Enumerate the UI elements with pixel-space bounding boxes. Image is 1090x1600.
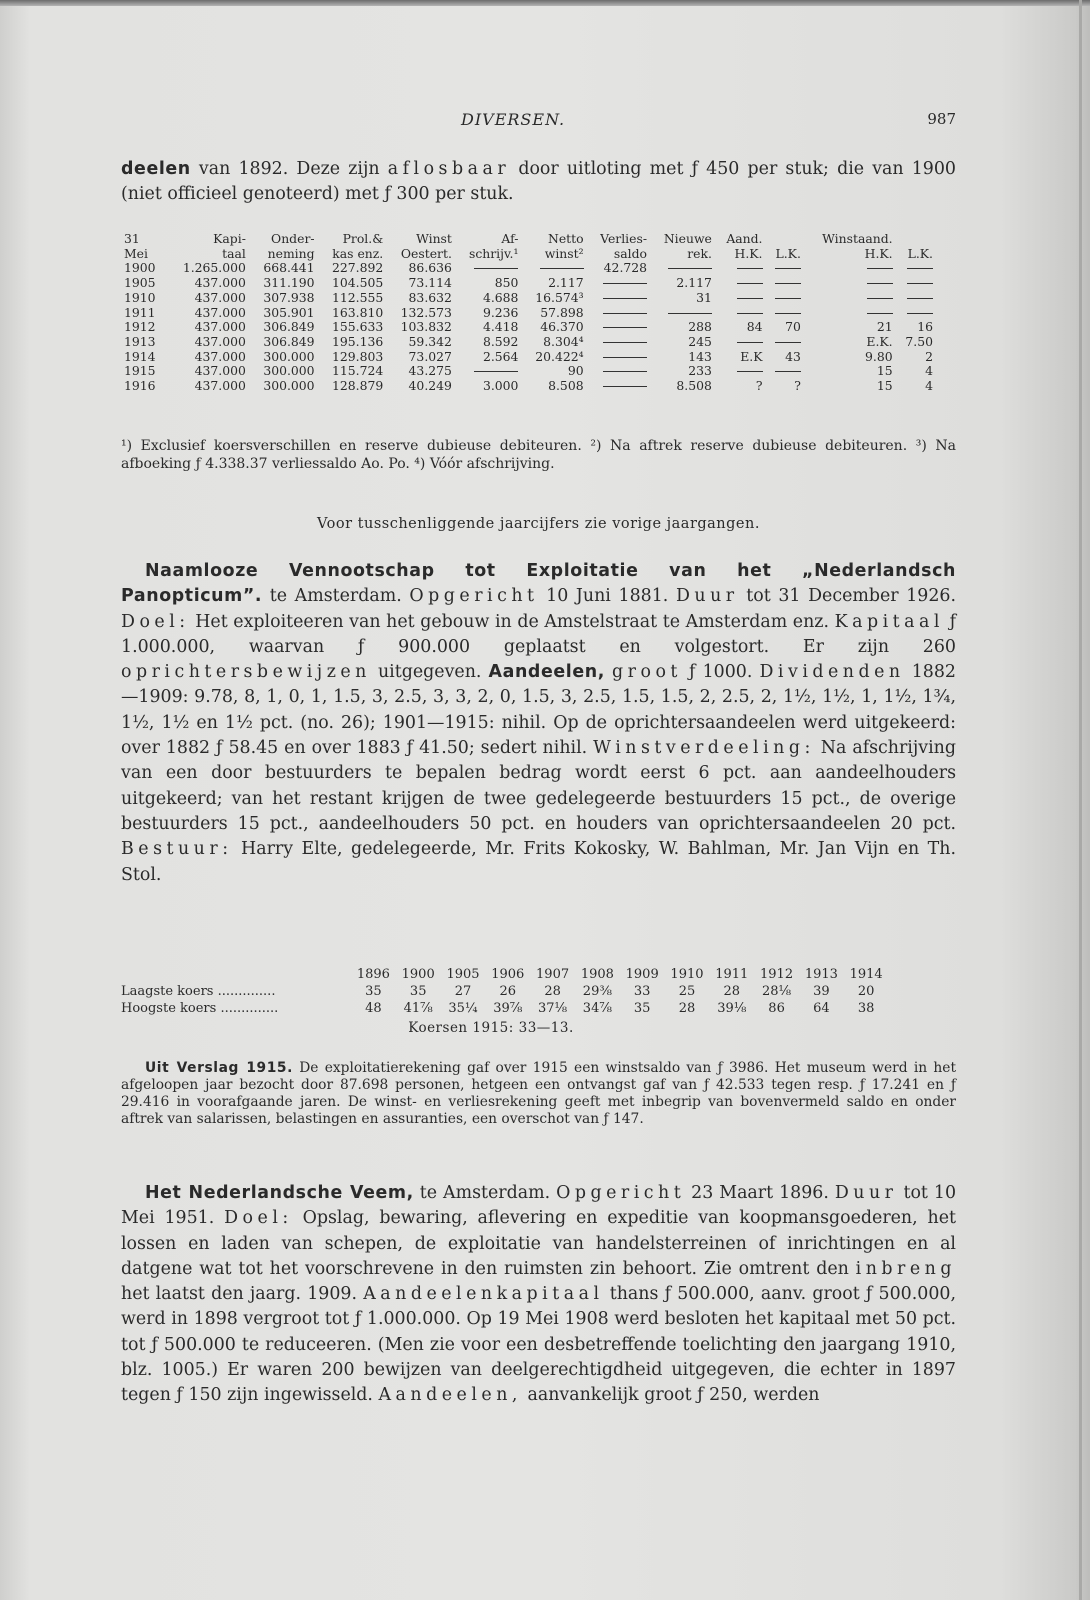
- dash-rule: [867, 268, 893, 269]
- dash-rule: [603, 327, 647, 328]
- table-cell: [587, 320, 650, 335]
- table-cell: 437.000: [194, 275, 246, 291]
- table-cell: 307.938: [263, 289, 315, 305]
- dash-rule: [737, 268, 763, 269]
- text-run: inbreng: [855, 1258, 956, 1279]
- dash-rule: [867, 298, 893, 299]
- text-run: Opgericht: [409, 586, 539, 607]
- dash-rule: [737, 371, 763, 372]
- table-cell: 1905: [446, 967, 480, 982]
- table-cell: 1915: [124, 363, 156, 379]
- table-cell: 437.000: [194, 348, 246, 364]
- table-header-row: [121, 232, 936, 247]
- text-run: Doel:: [224, 1208, 293, 1229]
- table-cell: [766, 335, 804, 350]
- table-cell: 39⅛: [717, 1001, 747, 1016]
- table-cell: ?: [794, 378, 801, 394]
- dash-rule: [867, 313, 893, 314]
- table-cell: 39⅞: [493, 1001, 523, 1016]
- table-cell: 86.636: [408, 260, 452, 276]
- table-cell: 29⅜: [582, 984, 612, 999]
- table-cell: 28: [678, 1001, 696, 1016]
- table-cell: [804, 291, 896, 306]
- table-cell: 245: [688, 333, 712, 349]
- table-cell: [455, 364, 522, 379]
- table-cell: [715, 364, 766, 379]
- table-cell: Af-: [501, 231, 519, 246]
- koers-low-row: [121, 983, 889, 1000]
- table-cell: 37⅛: [538, 1001, 568, 1016]
- text-run: Het exploiteeren van het gebouw in de Amstelstraat te Amsterdam enz.: [189, 611, 835, 632]
- table-cell: 300.000: [263, 348, 315, 364]
- table-cell: 1896: [356, 967, 390, 982]
- text-run: 23 Maart 1896.: [685, 1183, 835, 1203]
- table-cell: [521, 261, 586, 276]
- table-cell: 28: [723, 984, 741, 999]
- text-run: 1882—1909: 9.78, 8, 1, 0, 1, 1.5, 3, 2.5, 3, 3, 2, 0, 1.5, 3, 2.5, 1.5, 1.5, 2, 2.5, 2, 1½, 1½, 1, 1½, 1¾, 1½, 1½ en 1½ pct. (no. 26); 1901—1915: nihil. Op de oprichtersaandeelen werd uitgekeerd: over 1882 ƒ 58.45 en over 1883 ƒ 41.50; sedert nihil.: [121, 662, 957, 759]
- table-cell: Oestert.: [400, 245, 452, 261]
- table-cell: 26: [499, 984, 517, 999]
- dash-rule: [775, 283, 801, 284]
- table-cell: 35: [409, 984, 427, 999]
- text-run: ƒ 1000.: [681, 662, 760, 683]
- text-run: te Amsterdam.: [413, 1183, 557, 1203]
- table-cell: Verlies-: [600, 231, 648, 246]
- table-cell: 21: [876, 319, 893, 335]
- table-cell: 40.249: [408, 378, 452, 394]
- table-cell: [896, 276, 936, 291]
- row-label: Hoogste koers ..............: [121, 1001, 279, 1016]
- dash-rule: [867, 283, 893, 284]
- table-cell: [650, 261, 715, 276]
- table-cell: 1911: [715, 967, 749, 982]
- text-run: te Amsterdam.: [262, 586, 410, 607]
- intro-bold-lead: deelen: [121, 159, 191, 179]
- table-cell: 31: [696, 289, 712, 305]
- table-cell: Winst: [416, 231, 452, 246]
- text-run: Dividenden: [759, 662, 905, 683]
- table-cell: 2.564: [482, 348, 519, 364]
- table-cell: 437.000: [194, 378, 246, 394]
- table-cell: [766, 232, 804, 247]
- text-run: Doel:: [121, 611, 190, 632]
- text-run: aanvankelijk groot ƒ 250, werden: [521, 1385, 820, 1406]
- table-cell: 155.633: [331, 319, 384, 335]
- table-row: [121, 350, 936, 365]
- table-cell: 668.441: [263, 260, 315, 276]
- table-cell: [587, 364, 650, 379]
- table-cell: 84: [746, 319, 763, 335]
- text-run: Na afschrijving van een door bestuurders te bepalen bedrag wordt eerst 6 pct. aan aandeelhouders uitgekeerd; van het restant krijgen de twee gedelegeerde bestuurders 15 pct., de overige bestuurders 15 pct., aandeelhouders 50 pct. en houders van oprichtersaandeelen 20 pct.: [121, 738, 956, 834]
- table-cell: 8.508: [676, 378, 712, 394]
- table-cell: [896, 261, 936, 276]
- table-cell: 288: [688, 319, 712, 335]
- table-cell: 46.370: [540, 319, 584, 335]
- table-cell: 39: [813, 984, 830, 999]
- text-run: Aandeelen,: [488, 662, 605, 683]
- table-cell: [766, 306, 804, 321]
- table-cell: [587, 276, 650, 291]
- dash-rule: [668, 268, 712, 269]
- dash-rule: [907, 283, 933, 284]
- table-cell: 1912: [760, 967, 794, 982]
- dash-rule: [603, 357, 647, 358]
- table-cell: E.K: [740, 348, 763, 364]
- dash-rule: [737, 313, 763, 314]
- table-cell: L.K.: [907, 245, 933, 261]
- dash-rule: [737, 298, 763, 299]
- table-cell: 33: [633, 984, 651, 999]
- table-cell: 437.000: [194, 289, 246, 305]
- table-cell: [804, 261, 896, 276]
- table-cell: 35¼: [448, 1001, 478, 1016]
- table-cell: 2.117: [676, 275, 712, 291]
- table-cell: [587, 335, 650, 350]
- table-cell: 73.114: [408, 275, 452, 291]
- table-cell: 104.505: [331, 275, 384, 291]
- table-cell: [715, 291, 766, 306]
- page-binding-edge: [1079, 0, 1082, 1600]
- panopticum-title: Naamlooze Vennootschap tot Exploitatie van het „Nederlandsch Panopticum”.: [121, 561, 956, 607]
- table-cell: Nieuwe: [663, 231, 712, 246]
- dash-rule: [603, 283, 647, 284]
- text-run: Harry Elte, gedelegeerde, Mr. Frits Kokosky, W. Bahlman, Mr. Jan Vijn en Th. Stol.: [121, 839, 956, 885]
- table-cell: 1914: [849, 967, 883, 982]
- table-cell: 70: [785, 319, 801, 335]
- table-cell: 41⅞: [403, 1001, 433, 1016]
- table-cell: 48: [365, 1001, 382, 1016]
- table-cell: 1916: [124, 378, 156, 394]
- intro-text: door uitloting met ƒ 450 per stuk; die van 1900 (niet officieel genoteerd) met ƒ 300 per stuk.: [121, 159, 956, 205]
- text-run: Aandeelen,: [378, 1385, 522, 1406]
- table-cell: 27: [454, 984, 472, 999]
- table-row: [121, 291, 936, 306]
- table-cell: 1913: [804, 967, 838, 982]
- table-cell: Winstaand.: [822, 231, 893, 246]
- table-cell: winst²: [544, 245, 584, 261]
- dash-rule: [603, 386, 647, 387]
- dash-rule: [603, 342, 647, 343]
- table-cell: H.K.: [864, 245, 893, 261]
- table-cell: 1910: [670, 967, 704, 982]
- table-cell: Kapi-: [213, 231, 246, 246]
- table-cell: 9.236: [482, 304, 519, 320]
- dash-rule: [775, 313, 801, 314]
- table-cell: [766, 261, 804, 276]
- text-run: tot 10 Mei 1951.: [121, 1183, 957, 1229]
- table-cell: 20: [857, 984, 875, 999]
- table-cell: 305.901: [263, 304, 315, 320]
- table-cell: 850: [494, 275, 519, 291]
- text-run: oprichtersbewijzen: [121, 662, 371, 683]
- table-row: [121, 320, 936, 335]
- dash-rule: [474, 371, 518, 372]
- table-cell: 437.000: [194, 363, 246, 379]
- veem-entry: [121, 1181, 956, 1409]
- intro-spaced: aflosbaar: [387, 159, 511, 179]
- table-cell: 35: [365, 984, 382, 999]
- table-cell: 311.190: [263, 275, 315, 291]
- table-row: [121, 306, 936, 321]
- table-cell: 57.898: [540, 304, 584, 320]
- dash-rule: [907, 268, 933, 269]
- table-cell: Mei: [124, 245, 148, 261]
- table-cell: 143: [688, 348, 712, 364]
- table-cell: 86: [768, 1001, 785, 1016]
- table-cell: 59.342: [408, 333, 452, 349]
- table-cell: 112.555: [331, 289, 384, 305]
- table-cell: 1900: [124, 260, 156, 276]
- text-run: tot 31 December 1926.: [738, 586, 957, 607]
- table-cell: 28⅛: [761, 984, 792, 999]
- table-cell: taal: [222, 245, 246, 261]
- table-cell: 90: [567, 363, 584, 379]
- table-cell: 7.50: [905, 333, 933, 349]
- table-row: [121, 276, 936, 291]
- table-cell: 1900: [401, 967, 435, 982]
- table-cell: 437.000: [194, 319, 246, 335]
- table-cell: 1909: [625, 967, 659, 982]
- table-cell: Aand.: [726, 231, 763, 246]
- text-run: Opslag, bewaring, aflevering en expeditie van koopmansgoederen, het lossen en laden van schepen, de exploitatie van handelsterreinen of inrichtingen en al datgene wat tot het voorschrevene in den ruimsten zin behoort. Zie omtrent den: [121, 1208, 956, 1279]
- table-cell: [715, 335, 766, 350]
- table-row: [121, 335, 936, 350]
- page-top-edge: [0, 0, 1090, 6]
- text-run: Duur: [675, 586, 739, 607]
- table-cell: L.K.: [775, 245, 801, 261]
- dash-rule: [603, 371, 647, 372]
- table-cell: Onder-: [271, 231, 315, 246]
- table-row: [121, 379, 936, 394]
- text-run: Kapitaal: [834, 611, 944, 632]
- table-cell: 15: [876, 378, 893, 394]
- running-title: DIVERSEN.: [461, 110, 566, 129]
- dash-rule: [907, 298, 933, 299]
- table-cell: 8.304⁴: [543, 333, 584, 349]
- table-cell: 1905: [124, 275, 156, 291]
- table-cell: 300.000: [263, 363, 315, 379]
- table-cell: 43.275: [408, 363, 452, 379]
- row-label: Laagste koers ..............: [121, 984, 276, 999]
- table-row: [121, 261, 936, 276]
- table-header-row: [121, 247, 936, 262]
- table-row: [121, 364, 936, 379]
- table-cell: [715, 261, 766, 276]
- table-cell: 43: [785, 348, 801, 364]
- dash-rule: [737, 283, 763, 284]
- table-cell: 28: [544, 984, 561, 999]
- page-number: 987: [927, 110, 956, 128]
- table-cell: 8.508: [548, 378, 584, 394]
- intro-paragraph: [121, 157, 956, 208]
- table-cell: [715, 276, 766, 291]
- text-run: [605, 662, 612, 682]
- koers-table: [121, 966, 889, 1017]
- table-cell: 9.80: [865, 348, 893, 364]
- table-cell: ?: [755, 378, 763, 394]
- dash-rule: [540, 268, 584, 269]
- table-cell: [766, 364, 804, 379]
- text-run: Opgericht: [556, 1183, 686, 1203]
- table-cell: 1907: [536, 967, 570, 982]
- table-cell: 132.573: [400, 304, 452, 320]
- table-cell: neming: [267, 245, 315, 261]
- table-cell: 306.849: [263, 333, 315, 349]
- dash-rule: [737, 342, 763, 343]
- dash-rule: [775, 342, 801, 343]
- table-cell: [650, 306, 715, 321]
- table-cell: [896, 306, 936, 321]
- table-cell: [587, 291, 650, 306]
- table-cell: 35: [633, 1001, 651, 1016]
- table-cell: 4: [925, 378, 933, 394]
- koers-high-row: [121, 1000, 889, 1017]
- dash-rule: [775, 268, 801, 269]
- table-cell: saldo: [613, 245, 648, 261]
- table-cell: [766, 291, 804, 306]
- financial-table: [121, 232, 936, 394]
- see-previous-note: Voor tusschenliggende jaarcijfers zie vorige jaargangen.: [317, 516, 760, 532]
- table-cell: 437.000: [194, 333, 246, 349]
- table-cell: 4.418: [482, 319, 519, 335]
- table-cell: 115.724: [331, 363, 384, 379]
- verslag-text: De exploitatierekening gaf over 1915 een winstsaldo van ƒ 3986. Het museum werd in het afgeloopen jaar bezocht door 87.698 personen, hetgeen een ontvangst gaf van ƒ 42.533 tegen resp. ƒ 17.241 en ƒ 29.416 in voorafgaande jaren. De winst- en verliesrekening geeft met inbegrip van bovenvermeld saldo en onder aftrek van salarissen, belastingen en assuranties, een overschot van ƒ 147.: [121, 1060, 957, 1127]
- koers-year-row: [121, 966, 889, 983]
- table-cell: rek.: [687, 245, 712, 261]
- table-cell: 233: [688, 363, 712, 379]
- table-cell: 42.728: [603, 260, 648, 276]
- table-cell: 8.592: [482, 333, 519, 349]
- table-cell: [766, 276, 804, 291]
- table-cell: 4.688: [482, 289, 519, 305]
- table-cell: 20.422⁴: [535, 348, 584, 364]
- table-cell: 25: [678, 984, 696, 999]
- table-cell: 2.117: [548, 275, 584, 291]
- table-cell: 16: [917, 319, 933, 335]
- text-run: ƒ 1.000.000, waarvan ƒ 900.000 geplaatst en volgestort. Er zijn 260: [121, 611, 957, 657]
- table-cell: 1914: [124, 348, 156, 364]
- table-cell: kas enz.: [332, 245, 384, 261]
- table-cell: 83.632: [408, 289, 452, 305]
- verslag-lead: Uit Verslag 1915.: [145, 1060, 293, 1076]
- table-cell: 437.000: [194, 304, 246, 320]
- text-run: thans ƒ 500.000, aanv. groot ƒ 500.000, werd in 1898 vergroot tot ƒ 1.000.000. Op 19 Mei 1908 werd besloten het kapitaal met 50 pct. tot ƒ 500.000 te reduceeren. (Men zie voor een desbetreffende toelichting den jaargang 1910, blz. 1005.) Er waren 200 bewijzen van deelgerechtigdheid uitgegeven, die echter in 1897 tegen ƒ 150 zijn ingewisseld.: [121, 1284, 956, 1406]
- table-cell: 129.803: [331, 348, 384, 364]
- table-cell: 1910: [124, 289, 156, 305]
- table-cell: [587, 306, 650, 321]
- table-cell: 73.027: [408, 348, 452, 364]
- table-cell: schrijv.¹: [468, 245, 519, 261]
- dash-rule: [603, 313, 647, 314]
- table-cell: Netto: [548, 231, 584, 246]
- table-cell: 34⅞: [582, 1001, 612, 1016]
- table-cell: H.K.: [734, 245, 763, 261]
- veem-title: Het Nederlandsche Veem,: [145, 1183, 414, 1203]
- row-label: [121, 966, 351, 983]
- dash-rule: [907, 313, 933, 314]
- text-run: 10 Juni 1881.: [538, 586, 676, 607]
- table-cell: [896, 291, 936, 306]
- table-cell: 4: [925, 363, 933, 379]
- text-run: uitgegeven.: [370, 662, 489, 683]
- table-cell: 64: [813, 1001, 830, 1016]
- text-run: Bestuur:: [121, 839, 233, 860]
- text-run: Aandeelenkapitaal: [363, 1284, 604, 1305]
- table-cell: [715, 306, 766, 321]
- intro-text: van 1892. Deze zijn: [190, 159, 388, 179]
- table-cell: [587, 379, 650, 394]
- table-cell: [804, 306, 896, 321]
- table-cell: 227.892: [331, 260, 384, 276]
- table-cell: Prol.&: [342, 231, 384, 246]
- table-cell: 1911: [124, 304, 156, 320]
- table-cell: 38: [857, 1001, 875, 1016]
- table-cell: 128.879: [331, 378, 384, 394]
- footnotes: ¹) Exclusief koersverschillen en reserve dubieuse debiteuren. ²) Na aftrek reserve dubieuse debiteuren. ³) Na afboeking ƒ 4.338.37 verliessaldo Ao. Po. ⁴) Vóór afschrijving.: [121, 438, 956, 472]
- verslag-paragraph: [121, 1060, 956, 1128]
- dash-rule: [775, 298, 801, 299]
- table-cell: [804, 276, 896, 291]
- table-cell: 163.810: [331, 304, 384, 320]
- table-cell: 1.265.000: [182, 260, 246, 276]
- dash-rule: [603, 298, 647, 299]
- text-run: het laatst den jaarg. 1909.: [121, 1284, 364, 1305]
- table-cell: [896, 232, 936, 247]
- text-run: Duur: [834, 1183, 898, 1203]
- dash-rule: [474, 268, 518, 269]
- koersen-1915: Koersen 1915: 33—13.: [408, 1020, 574, 1036]
- text-run: groot: [612, 662, 682, 683]
- table-cell: 300.000: [263, 378, 315, 394]
- table-cell: 2: [925, 348, 933, 364]
- text-run: Winstverdeeling:: [593, 738, 815, 759]
- running-head: [121, 110, 956, 130]
- table-cell: 306.849: [263, 319, 315, 335]
- panopticum-entry: [121, 559, 956, 888]
- table-cell: 3.000: [482, 378, 519, 394]
- table-cell: [587, 350, 650, 365]
- table-cell: 31: [124, 231, 140, 246]
- table-cell: 103.832: [400, 319, 452, 335]
- table-cell: [455, 261, 522, 276]
- table-cell: 1912: [124, 319, 156, 335]
- dash-rule: [668, 313, 712, 314]
- dash-rule: [775, 371, 801, 372]
- table-cell: 16.574³: [535, 289, 584, 305]
- table-cell: 1906: [491, 967, 525, 982]
- table-cell: 195.136: [331, 333, 384, 349]
- table-cell: 1913: [124, 333, 156, 349]
- table-cell: 15: [876, 363, 893, 379]
- table-cell: E.K.: [866, 333, 893, 349]
- table-cell: 1908: [580, 967, 614, 982]
